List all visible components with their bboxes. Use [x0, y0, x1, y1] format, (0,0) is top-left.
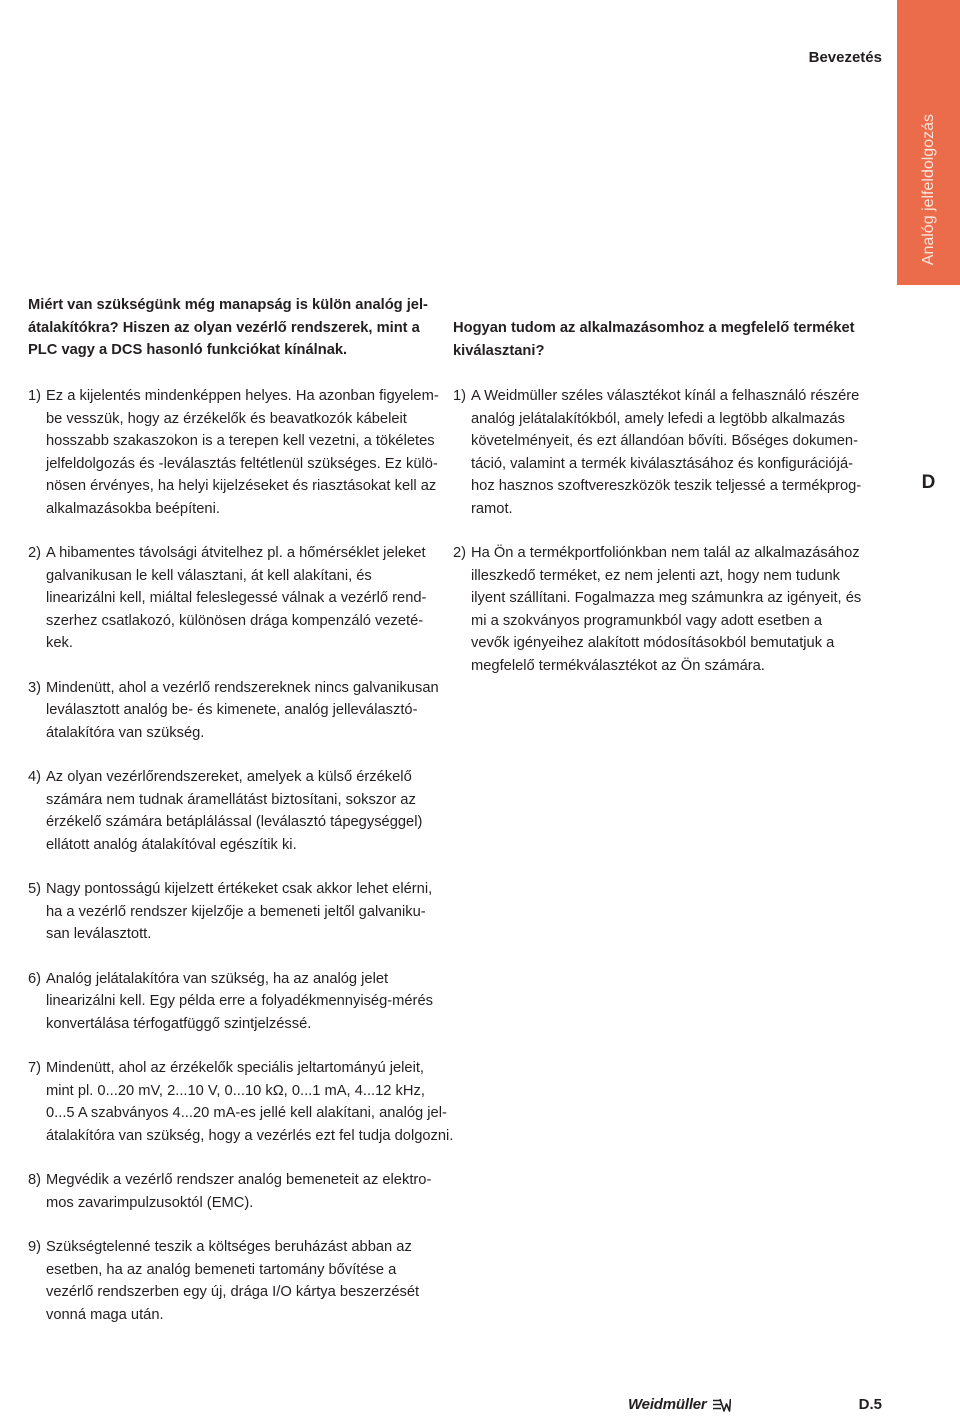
reason-item: [28, 385, 454, 520]
text-line: ellátott analóg átalakítóval egészítik ki.: [46, 836, 297, 853]
text-line: Analóg jelátalakítóra van szükség, ha az analóg jelet: [46, 970, 389, 987]
reason-item: [28, 677, 454, 745]
item-number: 2): [28, 545, 42, 561]
weidmuller-logo: [628, 1396, 731, 1414]
text-line: átalakítóra van szükség, hogy a vezérlés ezt fel tudja dolgozni.: [46, 1127, 454, 1144]
text-line: linearizálni kell, miáltal feleslegessé válnak a vezérlő rend-: [46, 590, 427, 606]
register-letter: D: [921, 472, 936, 493]
text-line: vevők igényeihez alakított módosításokból bemutatjuk a: [471, 635, 835, 651]
item-number: 6): [28, 970, 42, 987]
text-line: Ez a kijelentés mindenképpen helyes. Ha azonban figyelem-: [46, 388, 439, 404]
text-line: mint pl. 0...20 mV, 2...10 V, 0...10 kΩ, 0...1 mA, 4...12 kHz,: [46, 1082, 425, 1099]
text-line: analóg jelátalakítókból, amely lefedi a legtöbb alkalmazás: [471, 410, 845, 427]
text-line: Az olyan vezérlőrendszereket, amelyek a külső érzékelő: [46, 769, 412, 785]
text-line: hosszabb szakaszokon is a terepen kell vezetni, a tökéletes: [46, 433, 435, 449]
item-number: 5): [28, 881, 42, 897]
text-line: megfelelő termékválasztékot az Ön számára.: [471, 657, 765, 674]
reason-item: [28, 968, 454, 1036]
heading-line: Miért van szükségünk még manapság is külön analóg jel-: [28, 297, 428, 313]
text-line: mi a szokványos programunkból vagy adott esetben a: [471, 612, 823, 629]
text-line: Megvédik a vezérlő rendszer analóg bemeneteit az elektro-: [46, 1172, 432, 1188]
text-line: táció, valamint a termék kiválasztásához és konfigurációjá-: [471, 455, 854, 472]
heading-line: Hogyan tudom az alkalmazásomhoz a megfelelő terméket: [453, 320, 855, 336]
text-line: be vesszük, hogy az érzékelők és beavatkozók kábeleit: [46, 410, 407, 427]
text-line: ilyent szállítani. Fogalmazza meg számunkra az igényeit, és: [471, 590, 862, 606]
text-line: átalakítóra van szükség.: [46, 724, 205, 741]
text-line: A Weidmüller széles választékot kínál a felhasználó részére: [471, 388, 860, 404]
text-line: számára nem tudnak áramellátást biztosítani, sokszor az: [46, 791, 416, 808]
item-number: 1): [453, 388, 467, 404]
reason-item: [28, 1169, 454, 1214]
text-line: san leválasztott.: [46, 926, 152, 942]
text-line: érzékelő számára betáplálással (leválasztó tápegységgel): [46, 814, 423, 830]
text-line: szerhez csatlakozó, különösen drága kompenzáló vezeté-: [46, 612, 424, 629]
text-line: követelményeit, és ezt állandóan bővíti. Bőséges dokumen-: [471, 433, 858, 449]
text-line: konvertálása térfogatfüggő szintjelzéssé.: [46, 1015, 312, 1032]
reason-item: [28, 1236, 454, 1326]
text-line: ha a vezérlő rendszer kijelzője a bemeneti jeltől galvaniku-: [46, 903, 426, 920]
text-line: A hibamentes távolsági átvitelhez pl. a hőmérséklet jeleket: [46, 545, 426, 561]
text-line: mos zavarimpulzusoktól (EMC).: [46, 1194, 254, 1211]
text-line: Mindenütt, ahol az érzékelők speciális jeltartományú jeleit,: [46, 1060, 424, 1076]
weidmuller-logo-mark-icon: [712, 1398, 731, 1412]
text-line: vonná maga után.: [46, 1306, 164, 1323]
heading-line: PLC vagy a DCS hasonló funkciókat kínálnak.: [28, 342, 348, 358]
text-line: jelfeldolgozás és -leválasztás feltétlenül szükséges. Ez külö-: [46, 455, 438, 472]
item-number: 4): [28, 769, 42, 785]
item-number: 9): [28, 1239, 42, 1255]
heading-line: átalakítókra? Hiszen az olyan vezérlő rendszerek, mint a: [28, 319, 420, 336]
item-number: 3): [28, 679, 42, 696]
reasons-list: [28, 385, 454, 1326]
answer-item: [453, 385, 882, 520]
reason-item: [28, 542, 454, 655]
text-line: Ha Ön a termékportfoliónkban nem talál az alkalmazásához: [471, 545, 860, 561]
brand-wordmark: Weidmüller: [628, 1396, 707, 1413]
answer-item: [453, 542, 882, 677]
left-column-heading: [28, 294, 428, 362]
answers-list: [453, 385, 882, 677]
text-line: Mindenütt, ahol a vezérlő rendszereknek nincs galvanikusan: [46, 679, 439, 696]
text-line: hoz hasznos szoftvereszközök teszik teljessé a termékprog-: [471, 478, 862, 494]
text-line: kek.: [46, 635, 73, 651]
chapter-tab-label: Analóg jelfeldolgozás: [919, 113, 937, 265]
page-number: D.5: [858, 1396, 882, 1413]
item-number: 8): [28, 1172, 42, 1188]
text-line: linearizálni kell. Egy példa erre a folyadékmennyiség-mérés: [46, 993, 433, 1009]
right-column-heading: [453, 317, 855, 362]
item-number: 2): [453, 545, 467, 561]
item-number: 7): [28, 1060, 42, 1076]
reason-item: [28, 1057, 454, 1147]
item-number: 1): [28, 388, 42, 404]
heading-line: kiválasztani?: [453, 342, 545, 359]
text-line: illeszkedő terméket, ez nem jelenti azt, hogy nem tudunk: [471, 567, 841, 584]
text-line: alkalmazásokba beépíteni.: [46, 500, 220, 517]
text-line: esetben, ha az analóg bemeneti tartomány bővítése a: [46, 1261, 397, 1278]
text-line: galvanikusan le kell választani, át kell alakítani, és: [46, 567, 372, 584]
text-line: 0...5 A szabványos 4...20 mA-es jellé kell alakítani, analóg jel-: [46, 1105, 447, 1121]
text-line: ramot.: [471, 500, 513, 517]
reason-item: [28, 878, 454, 946]
text-line: nösen érvényes, ha helyi kijelzéseket és riasztásokat kell az: [46, 478, 437, 494]
reason-item: [28, 766, 454, 856]
section-title: Bevezetés: [808, 49, 882, 66]
text-line: leválasztott analóg be- és kimenete, analóg jelleválasztó-: [46, 702, 418, 718]
text-line: Nagy pontosságú kijelzett értékeket csak akkor lehet elérni,: [46, 881, 433, 897]
chapter-tab: [897, 0, 960, 285]
text-line: vezérlő rendszerben egy új, drága I/O kártya beszerzését: [46, 1284, 420, 1300]
text-line: Szükségtelenné teszik a költséges beruházást abban az: [46, 1239, 412, 1255]
